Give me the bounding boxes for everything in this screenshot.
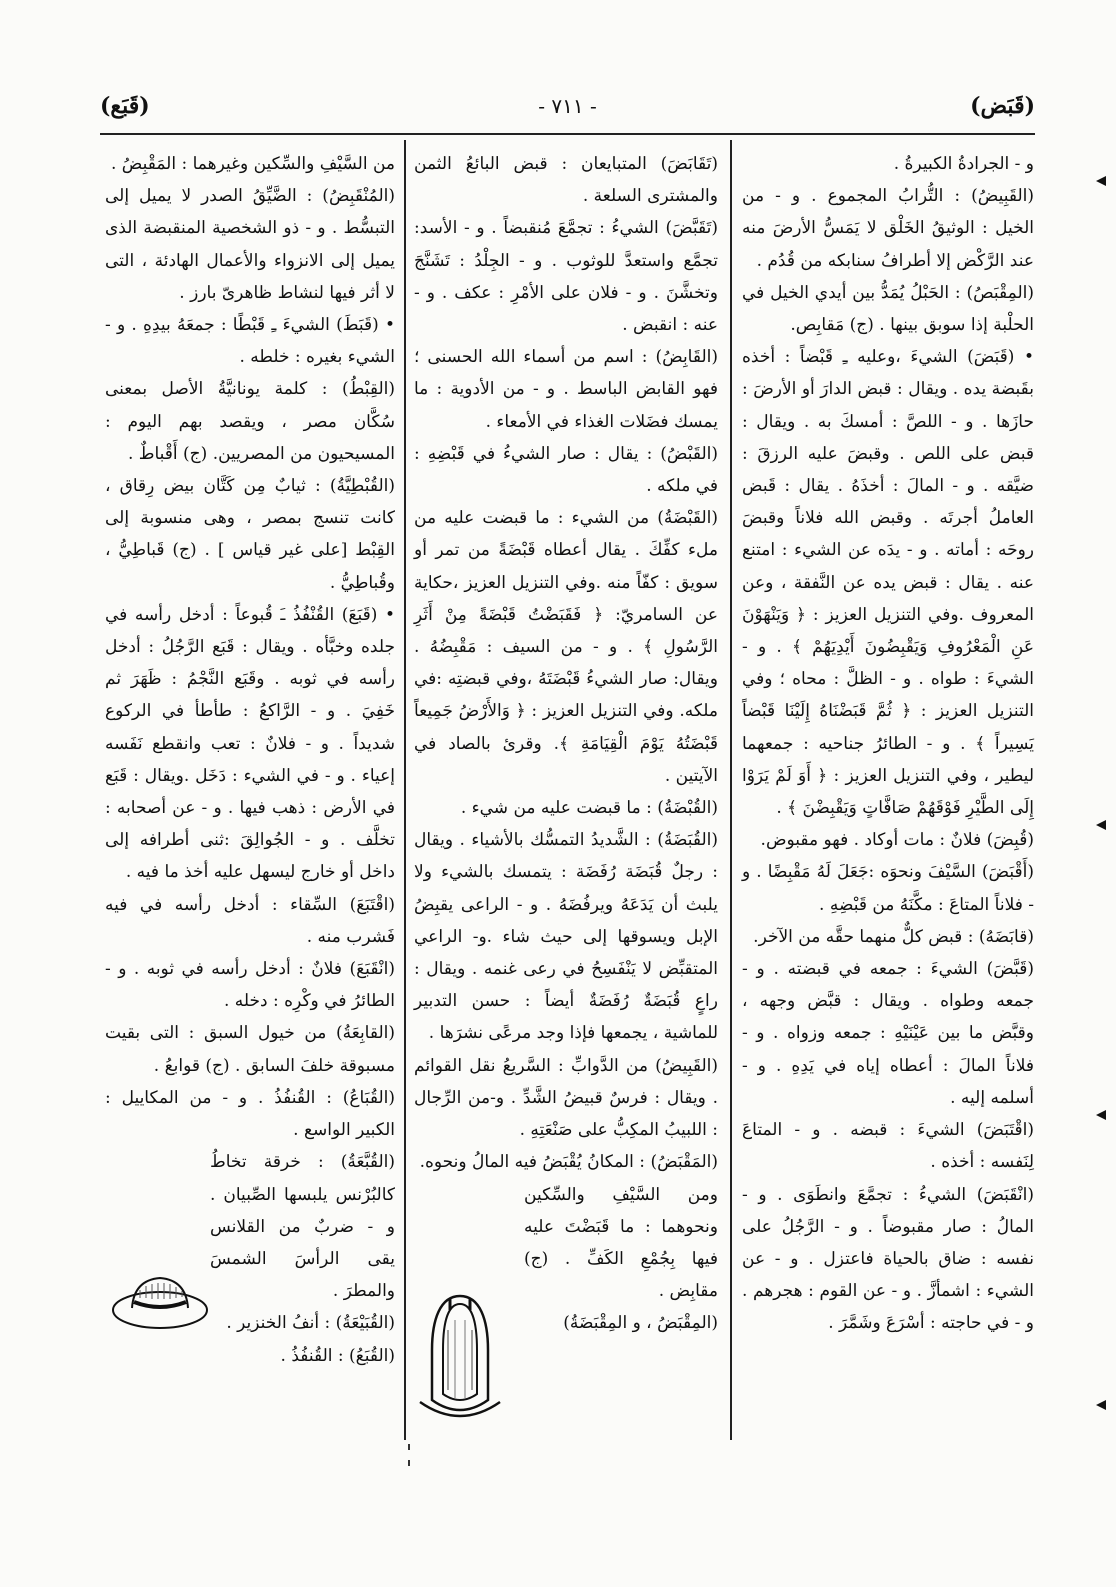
entry: • (قَبَعَ) القُنْفُذُ ـَ قُبوعاً : أدخل رأسه في جلده وخبَّأه . ويقال : قَبَع الرَّجُلُ : أدخل رأسه في ثوبه . وقَبَع النَّجْمُ : ظَهَرَ ثم خَفِيَ . و - الرَّاكعُ : طأطأ في الركوع شديداً . و - فلانٌ : تعب وانقطع نَفَسه إعياء . و - في الشيء : دَخَل .ويقال : قَبَع في الأرض : ذهب فيها . و - عن أصحابه : تخلَّف . و - الجُوالِقَ :ثنى أطرافه إلى داخل أو خارج ليسهل عليه أخذ ما فيه . — [105, 604, 395, 883]
bottom-tick — [408, 1460, 410, 1466]
entry: (المِقْبَصُ) : الحَبْلُ يُمَدُّ بين أيدي الخيل في الحلْبة إذا سوبق بينها . (ج) مَقابِص. — [742, 282, 1034, 336]
hat-illustration — [110, 1268, 210, 1336]
entry: من السَّيْفِ والسِّكين وغيرهما : المَقْبِضُ . — [110, 154, 395, 174]
entry: (القابِعَةُ) من خيول السبق : التى بقيت مسبوقة خلفَ السابق . (ج) قوابعُ . — [105, 1023, 395, 1076]
entry: (المُنْقَبِضُ) : الضَّيِّقُ الصدر لا يميل إلى التبسُّط . و - ذو الشخصية المنقبضة الذى يميل إلى الانزواء والأعمال الهادئة ، التى لا أثر فيها لنشاط ظاهرىّ بارز . — [105, 186, 395, 303]
bottom-tick — [408, 1444, 410, 1450]
column-middle — [414, 148, 718, 1340]
entry: (القَبِيضُ) من الدَّوابِّ : السَّريعُ نقل القوائم . ويقال : فرسٌ قبيضُ الشَّدِّ . و-من الرِّجال : اللبيبُ المكِبُّ على صَنْعَتِهِ . — [414, 1055, 718, 1141]
entry: ومن السَّيْفِ والسِّكين ونحوهما : ما قَبَضْتَ عليه فيها بِجُمْعِ الكَفِّ . (ج) مقابِض . — [524, 1184, 718, 1302]
margin-marker — [1096, 1110, 1106, 1120]
entry: (قُبِضَ) فلانٌ : مات أوكاد . فهو مقبوض. — [760, 830, 1034, 851]
entry: (القُبَيْعَةُ) : أنفُ الخنزير . — [226, 1313, 395, 1334]
entry: (القُبْضَةُ) : ما قبضت عليه من شيء . — [460, 798, 718, 819]
column-right — [742, 148, 1034, 1340]
page-number: - ٧١١ - — [538, 94, 597, 118]
entry: (القُبَّعَةُ) : خرقة تخاطُ كالبُرْنس يلبسها الصِّبيان . و - ضربٌ من القلانس يقى الرأسَ الشمسَ والمطرَ . — [210, 1152, 395, 1302]
entry: (انْقَبَعَ) فلانٌ : أدخل رأسه في ثوبه . و - الطائرُ في وكْرِه : دخله . — [105, 959, 395, 1012]
entry: (اقْتَبَضَ) الشيءَ : قبضه . و - المتاعَ لِنَفسه : أخذه . — [742, 1120, 1034, 1173]
header-root-right: (قَبَض) — [970, 93, 1035, 119]
entry: و - الجرادةُ الكبيرةُ . — [893, 154, 1034, 174]
entry: (القَابِضُ) : اسم من أسماء الله الحسنى ؛ فهو القابض الباسط . و - من الأدوية : ما يمسك فضَلات الغذاء في الأمعاء . — [414, 347, 718, 432]
margin-marker — [1096, 820, 1106, 830]
entry: (تَقَبَّضَ) الشيءُ : تجمَّعَ مُنقبضاً . و - الأسد: تجمَّع واستعدَّ للوثوب . و - الجِلْدُ : تَشَنَّجَ وتخشَّنَ . و - فلان على الأمْرِ : عكف . و - عنه : انقبض . — [414, 218, 718, 336]
header-root-left: (قَبَع) — [100, 93, 150, 119]
entry: (تَقَابَضَ) المتبايعان : قبض البائعُ الثمن والمشترى السلعة . — [414, 154, 718, 207]
entry: (القَبْضُ) : يقال : صار الشيءُ في قَبْضِهِ : في ملكه . — [414, 443, 718, 497]
header-divider — [100, 133, 1035, 135]
entry: (انْقَبَضَ) الشيءُ : تجمَّعَ وانطَوَى . و - المالُ : صار مقبوضاً . و - الرَّجُلُ على نفسه : ضاق بالحياة فاعتزل . و - عن الشيء : اشمأزَّ . و - عن القوم : هجرهم . و - في حاجته : أسْرَعَ وشَمَّرَ . — [742, 1184, 1034, 1334]
column-left — [105, 148, 395, 1372]
entry: (أَقْبَضَ) السَّيْفَ ونحوَه :جَعَلَ لَهُ مَقْبِضًا . و - فلاناً المتاعَ : مكَّنَهُ من قَبْضِهِ . — [742, 862, 1034, 915]
entry: (القُبْطِيَّةُ) : ثيابٌ مِن كَتَّان بيض رِقاق ، كانت تنسج بمصر ، وهى منسوبة إلى القِبْط [على غير قياس ] . (ج) قَباطِيُّ ، وقُباطِيُّ . — [105, 476, 395, 593]
entry: (القِبْطُ) : كلمة يونانيَّةُ الأصل بمعنى سُكَّان مصر ، ويقصد بهم اليوم : المسيحيون من المصريين. (ج) أَقْباطٌ . — [105, 379, 395, 464]
entry: (قابَضَهُ) : قبض كلٌّ منهما حقَّه من الآخر. — [753, 926, 1034, 947]
entry: (المِقْبَضُ ، و المِقْبَضَةُ) — [563, 1313, 718, 1334]
entry: (القُبَاعُ) : القُنفُذُ . و - من المكاييل : الكبير الواسع . — [105, 1087, 395, 1141]
margin-marker — [1096, 176, 1106, 186]
entry: • (قَبَضَ) الشيءَ ،وعليه ـِ قَبْضاً : أخذه بقَبضة يده . ويقال : قبض الدارَ أو الأرضَ : حازَها . و - اللصَّ : أمسكَ به . ويقال : قبض على اللص . وقبضَ عليه الرزقَ : ضيَّقه . و - المالَ : أخذَهُ . يقال : قَبض العاملُ أجرتَه . وقبض الله فلاناً وقبضَ روحَه : أماته . و - يدَه عن الشيء : امتنع عنه . يقال : قبض يده عن النَّفقة ، وعن المعروف .وفي التنزيل العزيز : ﴿ وَيَنْهَوْنَ عَنِ الْمَعْرُوفِ وَيَقْبِضُونَ أَيْدِيَهُمْ ﴾ . و - الشيءَ : طواه . و - الظلَّ : محاه ؛ وفي التنزيل العزيز : ﴿ ثُمَّ قَبَضْنَاهُ إِلَيْنَا قَبْضاً يَسِيراً ﴾ . و - الطائرُ جناحيه : جمعهما ليطير ، وفي التنزيل العزيز : ﴿ أَوَ لَمْ يَرَوْا إِلَى الطَّيْرِ فَوْقَهُمْ صَافَّاتٍ وَيَقْبِضْنَ ﴾ . — [742, 347, 1034, 819]
entry: (القَبِيضُ) : التُّرابُ المجموع . و - من الخيل : الوثيقُ الخَلْق لا يَمَسُّ الأرضَ منه عند الرَّكْض إلا أطرافُ سنابكه من قُدُم . — [742, 186, 1034, 271]
entry: • (قَبَطَ) الشيءَ ـِ قَبْطًا : جمعَهُ بيدِهِ . و - الشيء بغيره : خلطه . — [105, 315, 395, 368]
entry: (المَقْبَضُ) : المكانُ يُقْبَضُ فيه المالُ ونحوه. — [419, 1152, 718, 1173]
margin-marker — [1096, 1400, 1106, 1410]
entry: (القُبَعُ) : القُنفُذُ . — [280, 1345, 395, 1366]
entry: (القُبَضَةُ) : الشَّديدُ التمسُّك بالأشياء . ويقال : رجلٌ قُبَضَة رُفَضَة : يتمسك بالشيء ولا يلبث أن يَدَعَهُ ويرفُضَهُ . و - الراعى يقبِضُ الإبل ويسوقها إلى حيث شاء .و- الراعي المتقبِّض لا يَنْفَسِحُ في رعى غنمه . ويقال : راعٍ قُبَضَةٌ رُفَضَةٌ أيضاً : حسن التدبير للماشية ، يجمعها فإذا وجد مرعًى نشرَها . — [414, 830, 718, 1044]
entry: (قَبَّضَ) الشيءَ : جمعه في قبضته . و - جمعه وطواه . ويقال : قبَّض وجهه ، وقبَّض ما بين عَيْنَيْهِ : جمعه وزواه . و - فلاناً المالَ : أعطاه إياه في يَدِهِ . و - أسلمه إليه . — [742, 959, 1034, 1108]
entry: (القَبْضَةُ) من الشيء : ما قبضت عليه من مل‌ء كفِّكَ . يقال أعطاه قَبْضَةً من تمر أو سويق : كفّاً منه .وفي التنزيل العزيز ،حكاية عن السامريّ: ﴿ فَقَبَضْتُ قَبْضَةً مِنْ أَثَرِ الرَّسُولِ ﴾ . و - من السيف : مَقْبِضُهُ . ويقال: صار الشيءُ قَبْضَتَهُ ،وفي قبضتِه :في ملكه. وفي التنزيل العزيز : ﴿ وَالأَرْضُ جَمِيعاً قَبْضَتُهُ يَوْمَ الْقِيَامَةِ ﴾. وقرئ بالصاد في الآيتين . — [414, 508, 718, 786]
column-divider-left — [404, 140, 406, 1440]
page-header — [100, 88, 1035, 128]
column-divider-right — [730, 140, 732, 1440]
entry: (اقْتَبَعَ) السِّقاء : أدخل رأسه في فيه فَشرب منه . — [105, 894, 395, 947]
sword-hilt-illustration — [410, 1290, 510, 1430]
